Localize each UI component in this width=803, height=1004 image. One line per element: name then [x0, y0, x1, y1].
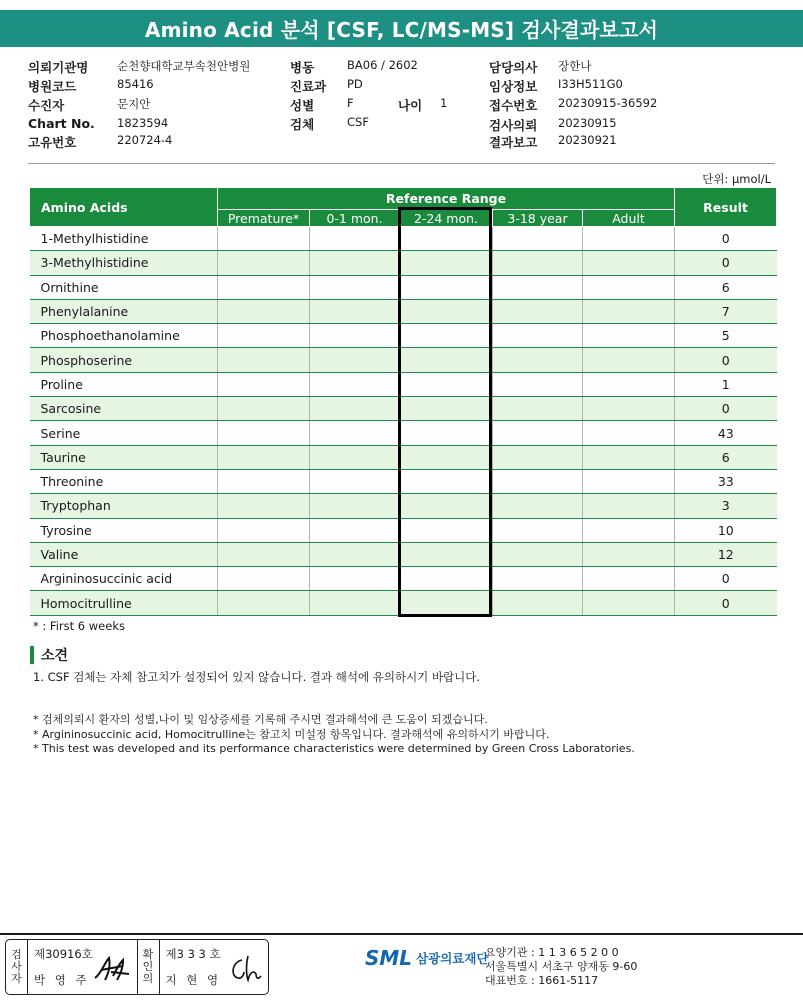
label-chart-no: Chart No. [28, 116, 95, 131]
signature-box [5, 939, 269, 995]
result-cell: 1 [675, 372, 777, 396]
table-row [30, 251, 777, 275]
amino-acid-name: Threonine [30, 469, 218, 493]
table-row [30, 372, 777, 396]
reference-cell [310, 542, 400, 566]
reference-cell [400, 372, 493, 396]
footnote: * : First 6 weeks [33, 619, 125, 633]
reference-cell [310, 227, 400, 251]
label-patient: 수진자 [28, 98, 65, 113]
reference-cell [493, 494, 583, 518]
reference-cell [493, 469, 583, 493]
opinion-heading [30, 645, 68, 665]
reference-cell [583, 251, 675, 275]
tester-label-char: 자 [11, 972, 22, 985]
reference-cell [583, 227, 675, 251]
reference-cell [400, 469, 493, 493]
amino-acid-name: Ornithine [30, 275, 218, 299]
value-specimen: CSF [347, 115, 369, 129]
amino-acid-name: Valine [30, 542, 218, 566]
confirmer-signature-icon [228, 954, 262, 984]
reference-cell [493, 445, 583, 469]
reference-cell [310, 275, 400, 299]
reference-cell [493, 591, 583, 615]
label-specimen: 검체 [290, 117, 315, 132]
reference-cell [400, 542, 493, 566]
result-cell: 7 [675, 299, 777, 323]
confirmer-license-no: 제3 3 3 호 [165, 947, 221, 961]
tester-name: 박 영 주 [34, 973, 90, 987]
table-row [30, 494, 777, 518]
reference-cell [310, 469, 400, 493]
table-row [30, 227, 777, 251]
tester-label-char: 사 [11, 960, 22, 973]
reference-cell [400, 299, 493, 323]
header-ref-0-1-mon: 0-1 mon. [310, 210, 400, 227]
note-line: * Argininosuccinic acid, Homocitrulline는 참고치 미설정 항목입니다. 결과해석에 유의하시기 바랍니다. [33, 727, 550, 741]
reference-cell [400, 348, 493, 372]
reference-cell [400, 421, 493, 445]
reference-cell [310, 518, 400, 542]
reference-cell [400, 591, 493, 615]
reference-cell [493, 275, 583, 299]
contact-info [485, 946, 637, 988]
confirmer-name: 지 현 영 [165, 973, 222, 987]
value-clinical-info: I33H511G0 [558, 77, 623, 91]
reference-cell [218, 445, 310, 469]
label-receipt-no: 접수번호 [489, 98, 538, 113]
value-unique-no: 220724-4 [117, 133, 173, 147]
reference-cell [493, 397, 583, 421]
label-age: 나이 [398, 98, 423, 113]
result-cell: 3 [675, 494, 777, 518]
value-department: PD [347, 77, 363, 91]
table-row [30, 421, 777, 445]
reference-cell [310, 397, 400, 421]
reference-cell [400, 494, 493, 518]
reference-cell [493, 372, 583, 396]
reference-cell [493, 421, 583, 445]
reference-cell [583, 275, 675, 299]
report-title: Amino Acid 분석 [CSF, LC/MS-MS] 검사결과보고서 [0, 10, 803, 47]
reference-cell [218, 542, 310, 566]
value-patient: 문지안 [117, 97, 151, 111]
table-row [30, 567, 777, 591]
confirmer-label-char: 확 [142, 948, 154, 961]
reference-cell [218, 518, 310, 542]
reference-cell [583, 494, 675, 518]
reference-cell [400, 227, 493, 251]
amino-acid-name: Sarcosine [30, 397, 218, 421]
header-ref-2-24-mon: 2-24 mon. [400, 210, 493, 227]
reference-cell [400, 445, 493, 469]
table-row [30, 275, 777, 299]
amino-acid-name: Homocitrulline [30, 591, 218, 615]
reference-cell [218, 251, 310, 275]
reference-cell [400, 251, 493, 275]
value-age: 1 [440, 96, 448, 110]
result-cell: 0 [675, 348, 777, 372]
amino-acid-table [29, 187, 777, 616]
unit-label: 단위: μmol/L [702, 172, 771, 186]
value-receipt-no: 20230915-36592 [558, 96, 658, 110]
tester-label [6, 940, 28, 994]
header-ref-premature: Premature* [218, 210, 310, 227]
result-cell: 6 [675, 445, 777, 469]
label-ward: 병동 [290, 60, 315, 75]
value-physician: 장한나 [558, 59, 592, 73]
value-requesting-institution: 순천향대학교부속천안병원 [117, 59, 251, 73]
header-ref-3-18-year: 3-18 year [493, 210, 583, 227]
header-ref-adult: Adult [583, 210, 675, 227]
result-cell: 0 [675, 251, 777, 275]
table-row [30, 324, 777, 348]
reference-cell [218, 421, 310, 445]
patient-info [0, 56, 803, 162]
label-physician: 담당의사 [489, 60, 538, 75]
reference-cell [400, 397, 493, 421]
note-line: * 검체의뢰시 환자의 성별,나이 및 임상증세를 기록해 주시면 결과해석에 큰 도움이 되겠습니다. [33, 713, 488, 726]
result-cell: 43 [675, 421, 777, 445]
amino-acid-name: 1-Methylhistidine [30, 227, 218, 251]
reference-cell [310, 567, 400, 591]
reference-cell [583, 324, 675, 348]
opinion-heading-text: 소견 [41, 648, 69, 664]
amino-acid-name: Tyrosine [30, 518, 218, 542]
reference-cell [583, 421, 675, 445]
reference-cell [218, 324, 310, 348]
table-row [30, 397, 777, 421]
label-report-date: 결과보고 [489, 135, 538, 150]
reference-cell [583, 372, 675, 396]
reference-cell [310, 445, 400, 469]
amino-acid-name: Proline [30, 372, 218, 396]
amino-acid-name: 3-Methylhistidine [30, 251, 218, 275]
reference-cell [583, 299, 675, 323]
table-row [30, 469, 777, 493]
reference-cell [583, 591, 675, 615]
notes [33, 713, 635, 757]
header-amino-acids: Amino Acids [30, 188, 218, 227]
logo-mark: SML [365, 946, 413, 970]
reference-cell [218, 567, 310, 591]
reference-cell [493, 567, 583, 591]
tester-label-char: 검 [11, 948, 22, 961]
amino-acid-name: Phosphoethanolamine [30, 324, 218, 348]
value-sex: F [347, 96, 354, 110]
reference-cell [310, 372, 400, 396]
reference-cell [218, 348, 310, 372]
reference-cell [310, 494, 400, 518]
label-unique-no: 고유번호 [28, 135, 77, 150]
value-hospital-code: 85416 [117, 77, 154, 91]
amino-acid-name: Phenylalanine [30, 299, 218, 323]
reference-cell [583, 542, 675, 566]
reference-cell [493, 299, 583, 323]
confirmer-label [138, 940, 160, 994]
amino-acid-name: Argininosuccinic acid [30, 567, 218, 591]
table-row [30, 299, 777, 323]
note-line: * This test was developed and its performance characteristics were determined by Green Cross Laboratories. [33, 742, 635, 755]
amino-acid-name: Serine [30, 421, 218, 445]
value-request-date: 20230915 [558, 116, 617, 130]
reference-cell [583, 445, 675, 469]
heading-bar [30, 646, 34, 664]
label-request-date: 검사의뢰 [489, 118, 538, 133]
amino-acid-name: Tryptophan [30, 494, 218, 518]
result-cell: 12 [675, 542, 777, 566]
reference-cell [218, 469, 310, 493]
reference-cell [493, 227, 583, 251]
result-cell: 6 [675, 275, 777, 299]
result-cell: 33 [675, 469, 777, 493]
reference-cell [218, 591, 310, 615]
confirmer-cell [160, 940, 269, 994]
phone: 대표번호 : 1661-5117 [485, 974, 599, 987]
amino-acid-name: Phosphoserine [30, 348, 218, 372]
reference-cell [493, 348, 583, 372]
tester-license-no: 제30916호 [34, 947, 93, 961]
reference-cell [218, 227, 310, 251]
bottom-divider [0, 933, 803, 935]
result-cell: 0 [675, 227, 777, 251]
reference-cell [583, 469, 675, 493]
reference-cell [583, 518, 675, 542]
reference-cell [400, 518, 493, 542]
confirmer-label-char: 인 [142, 960, 154, 973]
tester-cell [28, 940, 138, 994]
confirmer-label-char: 의 [142, 972, 154, 985]
result-cell: 0 [675, 567, 777, 591]
label-requesting-institution: 의뢰기관명 [28, 60, 89, 75]
value-chart-no: 1823594 [117, 116, 169, 130]
table-row [30, 591, 777, 615]
reference-cell [583, 397, 675, 421]
table-row [30, 518, 777, 542]
reference-cell [400, 324, 493, 348]
label-sex: 성별 [290, 98, 315, 113]
reference-cell [218, 372, 310, 396]
table-row [30, 445, 777, 469]
value-report-date: 20230921 [558, 133, 617, 147]
opinion-text: 1. CSF 검체는 자체 참고치가 설정되어 있지 않습니다. 결과 해석에 유의하시기 바랍니다. [33, 670, 481, 684]
header-reference-range: Reference Range [218, 188, 675, 210]
reference-cell [218, 397, 310, 421]
divider [28, 163, 775, 164]
reference-cell [310, 324, 400, 348]
reference-cell [310, 421, 400, 445]
reference-cell [400, 567, 493, 591]
result-cell: 10 [675, 518, 777, 542]
tester-signature-icon [93, 954, 131, 984]
label-department: 진료과 [290, 79, 327, 94]
reference-cell [400, 275, 493, 299]
reference-cell [218, 299, 310, 323]
reference-cell [583, 567, 675, 591]
amino-acid-name: Taurine [30, 445, 218, 469]
value-ward: BA06 / 2602 [347, 58, 418, 72]
reference-cell [493, 542, 583, 566]
reference-cell [493, 324, 583, 348]
organization-name: 삼광의료재단 [416, 951, 489, 966]
table-row [30, 348, 777, 372]
reference-cell [310, 591, 400, 615]
result-cell: 0 [675, 591, 777, 615]
table-row [30, 542, 777, 566]
result-cell: 5 [675, 324, 777, 348]
reference-cell [310, 299, 400, 323]
reference-cell [310, 251, 400, 275]
label-clinical-info: 임상정보 [489, 79, 538, 94]
result-cell: 0 [675, 397, 777, 421]
sml-logo [365, 946, 489, 970]
reference-cell [218, 275, 310, 299]
reference-cell [493, 518, 583, 542]
label-hospital-code: 병원코드 [28, 79, 77, 94]
institution-number: 요양기관 : 1 1 3 6 5 2 0 0 [485, 946, 619, 959]
reference-cell [583, 348, 675, 372]
reference-cell [310, 348, 400, 372]
header-result: Result [675, 188, 777, 227]
reference-cell [218, 494, 310, 518]
address: 서울특별시 서초구 양재동 9-60 [485, 960, 638, 973]
reference-cell [493, 251, 583, 275]
